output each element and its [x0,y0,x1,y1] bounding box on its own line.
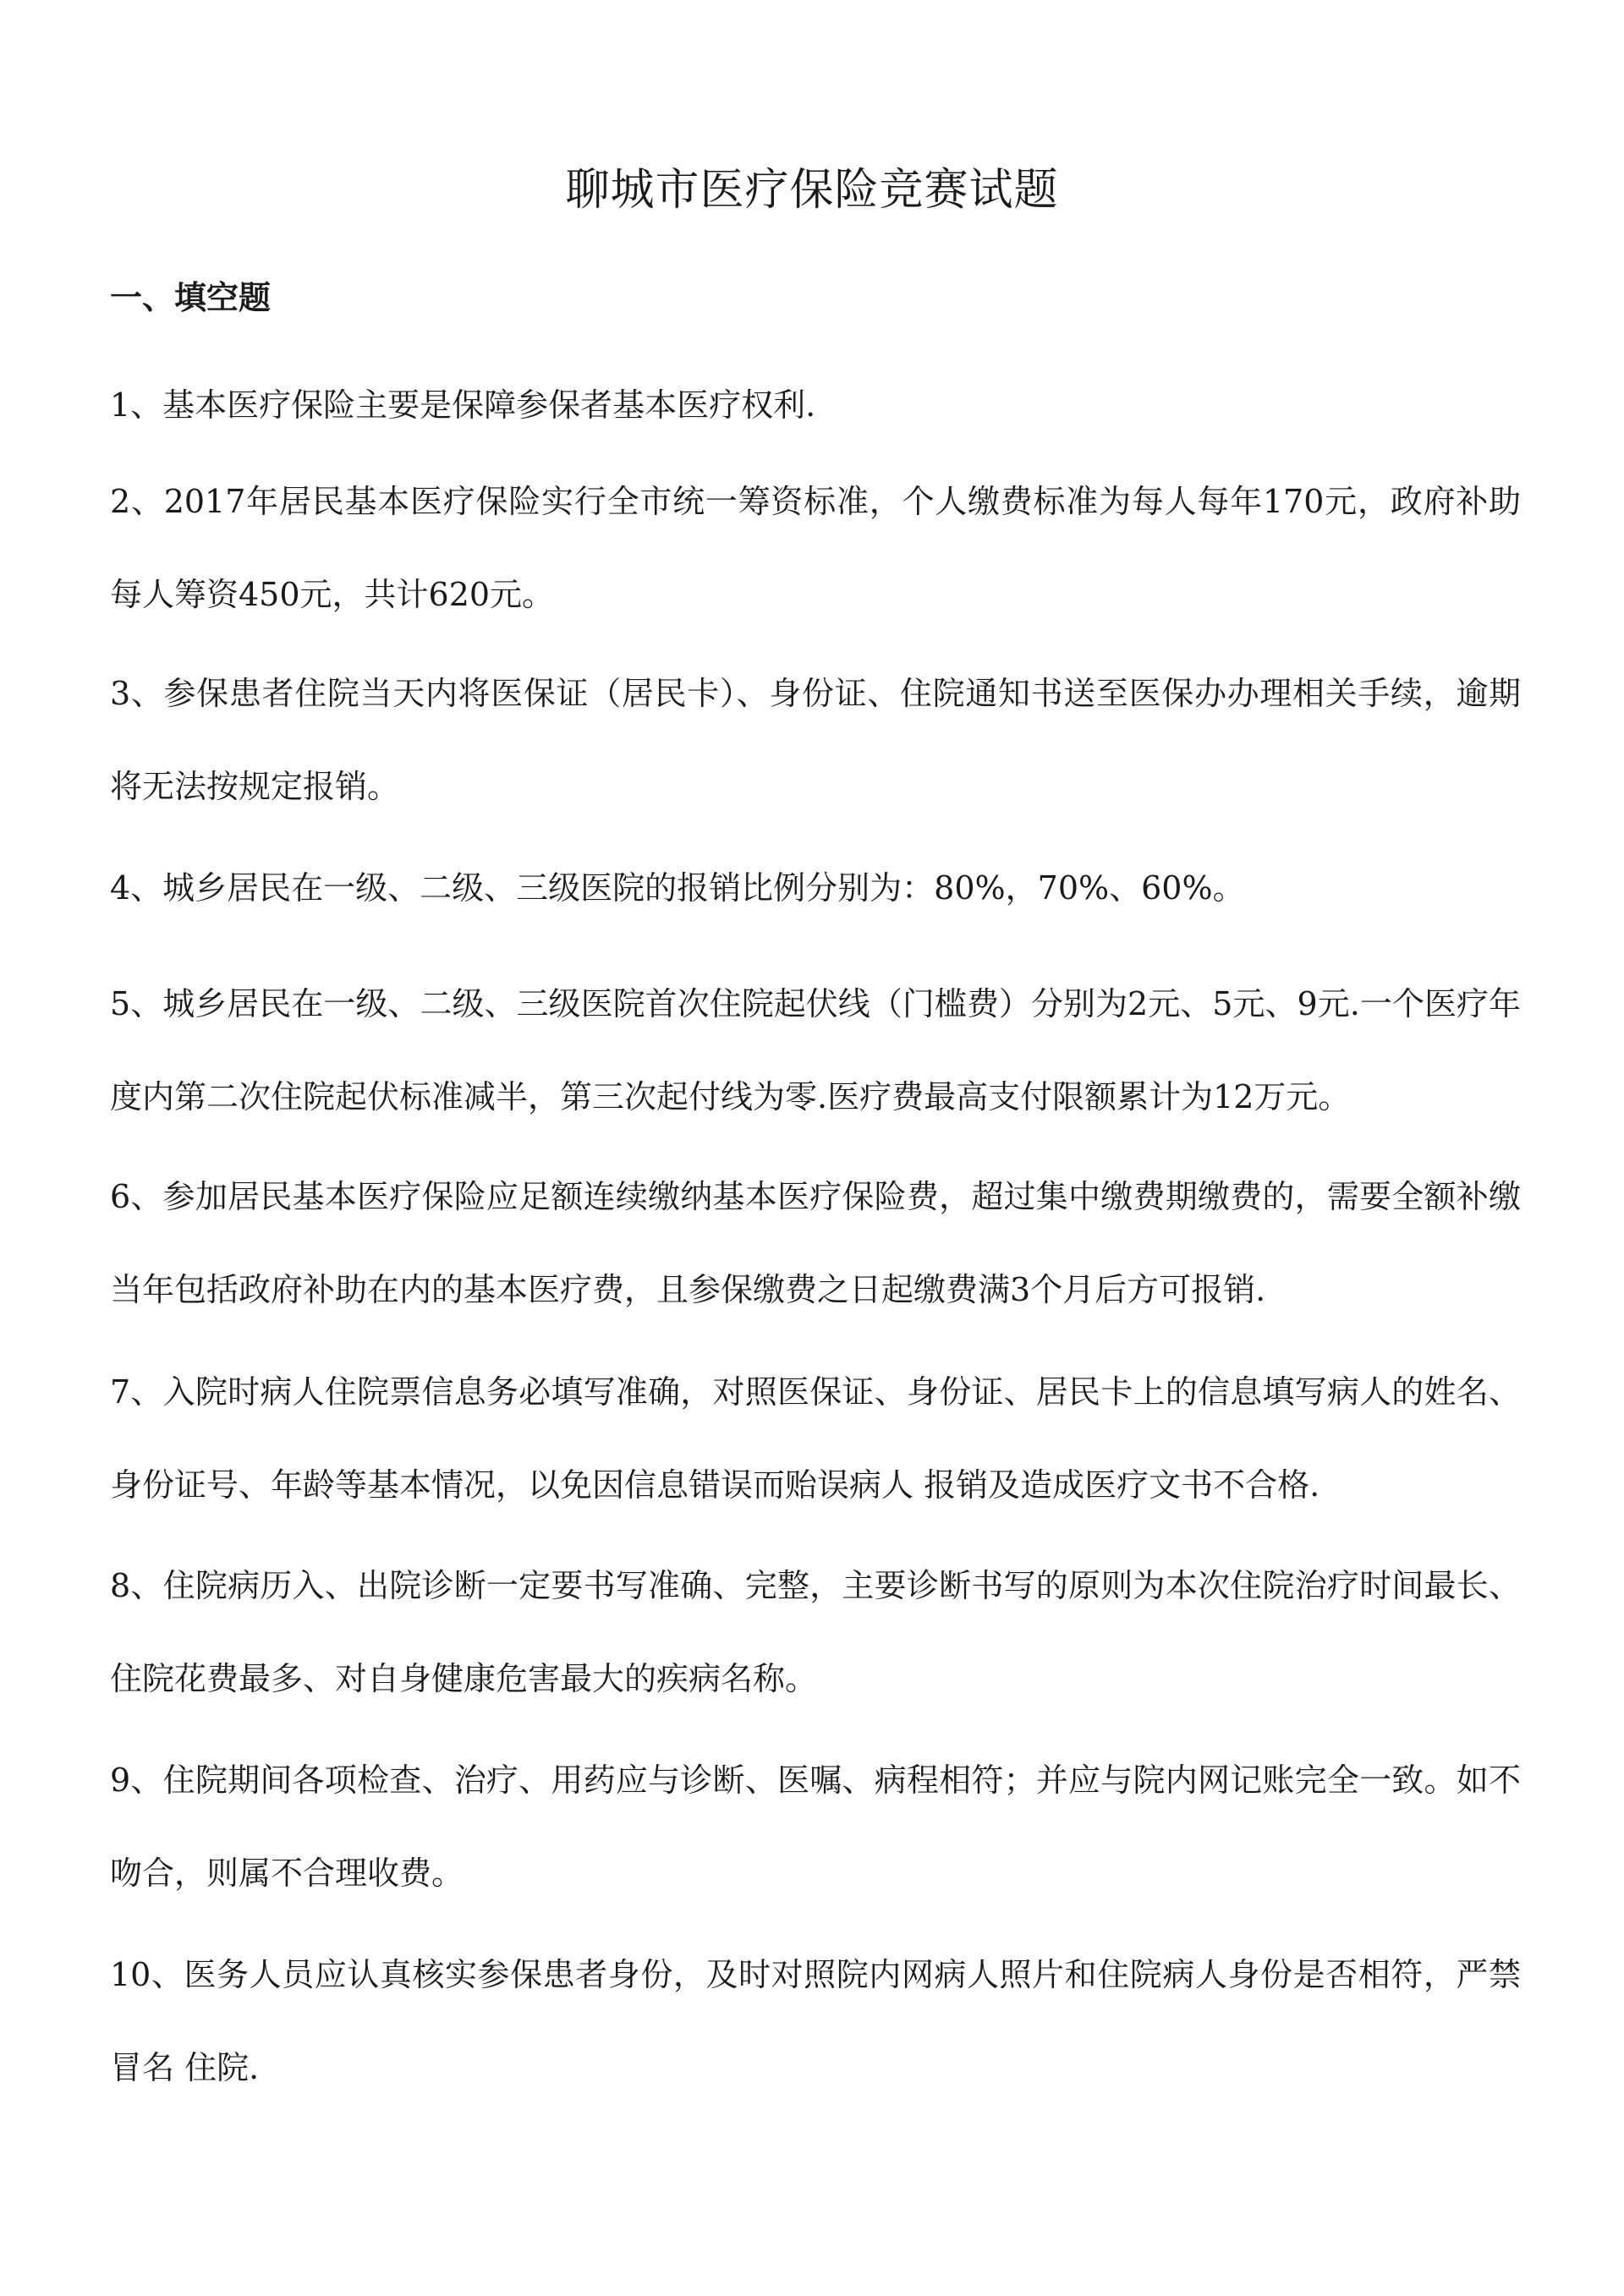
question-text: 5、城乡居民在一级、二级、三级医院首次住院起伏线（门槛费）分别为2元、5元、9元.一个医疗年度内第二次住院起伏标准减半，第三次起付线为零.医疗费最高支付限额累计为12万元。 [110,985,1521,1115]
question-item-5 [110,957,1521,1143]
question-item-4 [110,841,1521,934]
question-text: 8、住院病历入、出院诊断一定要书写准确、完整，主要诊断书写的原则为本次住院治疗时间最长、住院花费最多、对自身健康危害最大的疾病名称。 [110,1567,1521,1697]
question-item-3 [110,647,1521,833]
question-item-2 [110,455,1521,641]
question-item-10 [110,1928,1521,2114]
question-text: 9、住院期间各项检查、治疗、用药应与诊断、医嘱、病程相符；并应与院内网记账完全一致。如不吻合，则属不合理收费。 [110,1762,1521,1892]
question-item-7 [110,1345,1521,1532]
question-item-8 [110,1539,1521,1725]
question-item-9 [110,1734,1521,1920]
question-text: 6、参加居民基本医疗保险应足额连续缴纳基本医疗保险费，超过集中缴费期缴费的，需要全额补缴当年包括政府补助在内的基本医疗费，且参保缴费之日起缴费满3个月后方可报销. [110,1178,1521,1308]
question-text: 2、2017年居民基本医疗保险实行全市统一筹资标准，个人缴费标准为每人每年170元，政府补助每人筹资450元，共计620元。 [110,483,1521,613]
question-text: 10、医务人员应认真核实参保患者身份，及时对照院内网病人照片和住院病人身份是否相符，严禁冒名 住院. [110,1956,1521,2086]
question-text: 7、入院时病人住院票信息务必填写准确，对照医保证、身份证、居民卡上的信息填写病人的姓名、身份证号、年龄等基本情况，以免因信息错误而贻误病人 报销及造成医疗文书不合格. [110,1373,1521,1504]
section-heading: 一、填空题 [110,278,272,316]
page-title: 聊城市医疗保险竞赛试题 [565,165,1059,216]
question-text: 3、参保患者住院当天内将医保证（居民卡）、身份证、住院通知书送至医保办办理相关手续，逾期将无法按规定报销。 [110,675,1521,805]
question-text: 4、城乡居民在一级、二级、三级医院的报销比例分别为：80%，70%、60%。 [110,869,1245,907]
question-item-1 [110,359,1521,452]
question-text: 1、基本医疗保险主要是保障参保者基本医疗权利. [110,386,816,424]
question-item-6 [110,1150,1521,1336]
